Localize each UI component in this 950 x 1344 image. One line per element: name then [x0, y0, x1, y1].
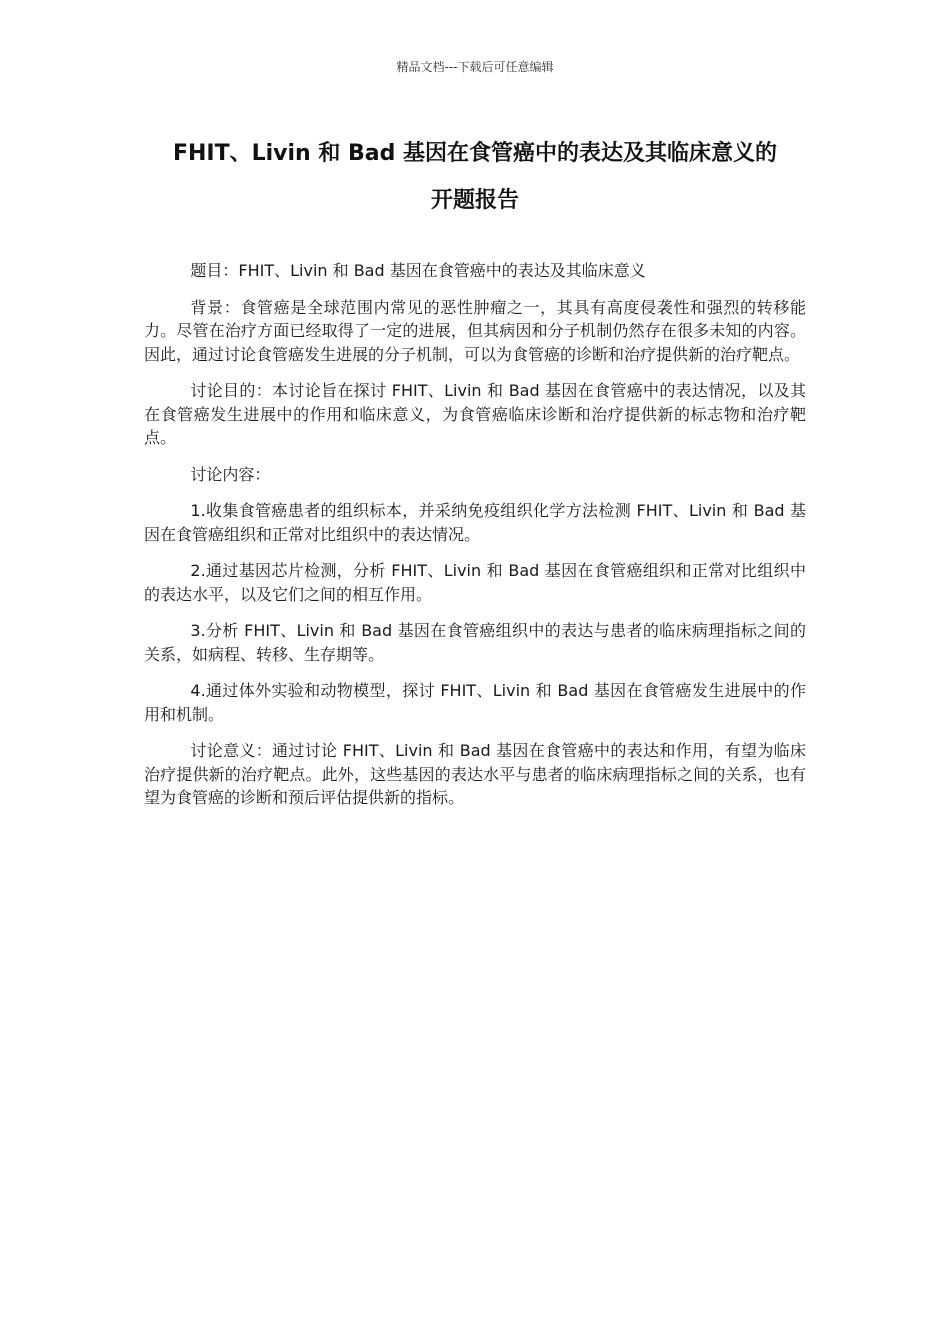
document-title-line-1: FHIT、Livin 和 Bad 基因在食管癌中的表达及其临床意义的 — [172, 141, 778, 166]
document-body — [144, 259, 806, 823]
paragraph-content-heading: 讨论内容： — [190, 464, 271, 484]
paragraph-background: 背景：食管癌是全球范围内常见的恶性肿瘤之一，其具有高度侵袭性和强烈的转移能力。尽管在治疗方面已经取得了一定的进展，但其病因和分子机制仍然存在很多未知的内容。因此，通过讨论食管癌发生进展的分子机制，可以为食管癌的诊断和治疗提供新的治疗靶点。 — [144, 297, 806, 364]
paragraph-content-item-2: 2.通过基因芯片检测，分析 FHIT、Livin 和 Bad 基因在食管癌组织和正常对比组织中的表达水平，以及它们之间的相互作用。 — [144, 561, 806, 604]
paragraph-topic: 题目：FHIT、Livin 和 Bad 基因在食管癌中的表达及其临床意义 — [190, 261, 646, 280]
document-title-line-2: 开题报告 — [430, 188, 519, 213]
paragraph-content-item-3: 3.分析 FHIT、Livin 和 Bad 基因在食管癌组织中的表达与患者的临床病理指标之间的关系，如病程、转移、生存期等。 — [144, 621, 806, 664]
paragraph-significance: 讨论意义：通过讨论 FHIT、Livin 和 Bad 基因在食管癌中的表达和作用，有望为临床治疗提供新的治疗靶点。此外，这些基因的表达水平与患者的临床病理指标之间的关系，也有望为食管癌的诊断和预后评估提供新的指标。 — [144, 741, 806, 807]
paragraph-purpose: 讨论目的：本讨论旨在探讨 FHIT、Livin 和 Bad 基因在食管癌中的表达情况，以及其在食管癌发生进展中的作用和临床意义，为食管癌临床诊断和治疗提供新的标志物和治疗靶点。 — [144, 381, 806, 447]
paragraph-content-item-1: 1.收集食管癌患者的组织标本，并采纳免疫组织化学方法检测 FHIT、Livin 和 Bad 基因在食管癌组织和正常对比组织中的表达情况。 — [144, 501, 806, 544]
paragraph-content-item-4: 4.通过体外实验和动物模型，探讨 FHIT、Livin 和 Bad 基因在食管癌发生进展中的作用和机制。 — [144, 681, 806, 724]
document-title — [140, 130, 810, 224]
page-header: 精品文档---下载后可任意编辑 — [396, 60, 554, 74]
